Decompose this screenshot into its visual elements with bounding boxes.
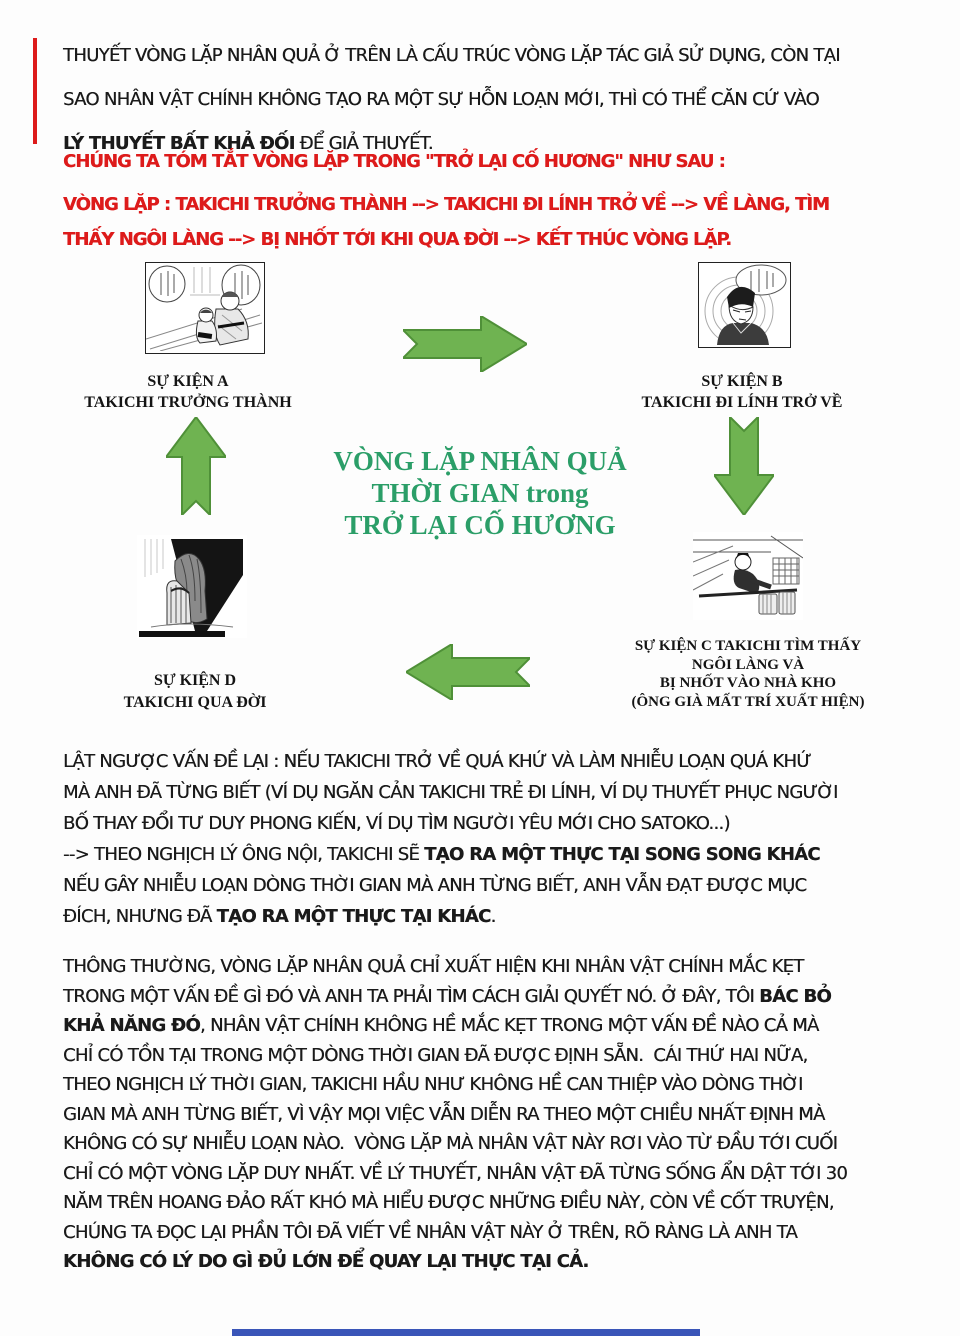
- event-c-line-4: (ÔNG GIÀ MẤT TRÍ XUẤT HIỆN): [631, 693, 865, 710]
- diagram-title-line-1: VÒNG LẶP NHÂN QUẢ: [333, 446, 627, 476]
- text-segment: CHÚNG TA TÓM TẮT VÒNG LẶP TRONG "TRỞ LẠI CỐ HƯƠNG" NHƯ SAU :: [63, 151, 725, 172]
- text-segment: TRONG MỘT VẤN ĐỀ GÌ ĐÓ VÀ ANH TA PHẢI TÌM CÁCH GIẢI QUYẾT NÓ. Ở ĐÂY, TÔI: [63, 985, 760, 1007]
- text-line: [63, 808, 838, 839]
- text-segment: LÝ THUYẾT BẤT KHẢ ĐỐI: [63, 133, 295, 154]
- diagram-title-line-3: TRỞ LẠI CỐ HƯƠNG: [344, 510, 616, 540]
- event-d-label: [65, 670, 325, 714]
- text-line: [63, 1070, 847, 1100]
- loop-summary: [63, 187, 829, 257]
- text-line: [63, 777, 838, 808]
- text-line: [63, 1129, 847, 1159]
- text-segment: NẾU GÂY NHIỄU LOẠN DÒNG THỜI GIAN MÀ ANH TỪNG BIẾT, ANH VẪN ĐẠT ĐƯỢC MỤC: [63, 875, 807, 896]
- text-line: [63, 901, 838, 932]
- text-segment: .: [490, 906, 496, 927]
- manga-panel-event-b: [698, 262, 791, 348]
- event-b-line-1: SỰ KIỆN B: [701, 373, 783, 390]
- text-line: [63, 222, 829, 257]
- event-a-label: [58, 371, 318, 413]
- text-segment: THẤY NGÔI LÀNG --> BỊ NHỐT TỚI KHI QUA ĐỜI --> KẾT THÚC VÒNG LẶP.: [63, 229, 732, 250]
- text-line: [63, 839, 838, 870]
- text-segment: ĐỂ GIẢ THUYẾT.: [294, 133, 433, 154]
- arrow-up-icon: [166, 417, 226, 515]
- text-segment: SAO NHÂN VẬT CHÍNH KHÔNG TẠO RA MỘT SỰ HỖN LOẠN MỚI, THÌ CÓ THỂ CĂN CỨ VÀO: [63, 89, 819, 110]
- event-c-line-2: NGÔI LÀNG VÀ: [691, 656, 805, 673]
- event-b-line-2: TAKICHI ĐI LÍNH TRỞ VỀ: [641, 394, 843, 411]
- text-line: [63, 144, 725, 179]
- arrow-right-icon: [403, 316, 527, 372]
- text-segment: CHỈ CÓ TỒN TẠI TRONG MỘT DÒNG THỜI GIAN ĐÃ ĐƯỢC ĐỊNH SẴN. CÁI THỨ HAI NỮA,: [63, 1044, 808, 1066]
- text-line: [63, 34, 840, 78]
- text-line: [63, 1188, 847, 1218]
- manga-panel-event-d: [137, 535, 247, 638]
- manga-panel-b-art: [699, 263, 788, 345]
- reversal-paragraph: [63, 746, 838, 932]
- event-c-line-1: SỰ KIỆN C TAKICHI TÌM THẤY: [634, 638, 862, 654]
- text-line: [63, 1218, 847, 1248]
- text-line: [63, 870, 838, 901]
- text-line: [63, 1041, 847, 1071]
- manga-panel-d-art: [137, 535, 247, 638]
- text-line: [63, 1011, 847, 1041]
- event-a-line-1: SỰ KIỆN A: [147, 373, 229, 390]
- text-segment: CHỈ CÓ MỘT VÒNG LẶP DUY NHẤT. VỀ LÝ THUYẾT, NHÂN VẬT ĐÃ TỪNG SỐNG ẨN DẬT TỚI 30: [63, 1162, 848, 1184]
- red-margin-tick: [33, 38, 37, 144]
- diagram-title-line-2: THỜI GIAN trong: [371, 478, 589, 508]
- text-segment: ĐÍCH, NHƯNG ĐÃ: [63, 906, 217, 927]
- text-line: [63, 982, 847, 1012]
- text-segment: --> THEO NGHỊCH LÝ ÔNG NỘI, TAKICHI SẼ: [63, 844, 425, 865]
- event-b-label: [612, 371, 872, 413]
- manga-panel-c-art: [693, 532, 803, 620]
- text-segment: THUYẾT VÒNG LẶP NHÂN QUẢ Ở TRÊN LÀ CẤU TRÚC VÒNG LẶP TÁC GIẢ SỬ DỤNG, CÒN TẠI: [63, 45, 840, 66]
- text-line: [63, 187, 829, 222]
- text-segment: KHÔNG CÓ SỰ NHIỄU LOẠN NÀO. VÒNG LẶP MÀ NHÂN VẬT NÀY RƠI VÀO TỪ ĐẦU TỚI CUỐI: [63, 1133, 838, 1154]
- text-segment: LẬT NGƯỢC VẤN ĐỀ LẠI : NẾU TAKICHI TRỞ VỀ QUÁ KHỨ VÀ LÀM NHIỄU LOẠN QUÁ KHỨ: [63, 751, 811, 772]
- event-c-line-3: BỊ NHỐT VÀO NHÀ KHO: [659, 675, 837, 691]
- event-c-label: [618, 637, 878, 711]
- text-segment: TẠO RA MỘT THỰC TẠI SONG SONG KHÁC: [424, 844, 820, 865]
- text-segment: THEO NGHỊCH LÝ THỜI GIAN, TAKICHI HẦU NHƯ KHÔNG HỀ CAN THIỆP VÀO DÒNG THỜI: [63, 1074, 803, 1095]
- text-line: [63, 952, 847, 982]
- manga-panel-a-art: [146, 263, 262, 351]
- bottom-blue-bar: [232, 1329, 700, 1336]
- text-segment: CHÚNG TA ĐỌC LẠI PHẦN TÔI ĐÃ VIẾT VỀ NHÂN VẬT NÀY Ở TRÊN, RÕ RÀNG LÀ ANH TA: [63, 1221, 798, 1243]
- text-segment: KHẢ NĂNG ĐÓ: [63, 1015, 200, 1036]
- text-segment: NĂM TRÊN HOANG ĐẢO RẤT KHÓ MÀ HIỂU ĐƯỢC NHỮNG ĐIỀU NÀY, CÒN VỀ CỐT TRUYỆN,: [63, 1192, 834, 1213]
- summary-heading: [63, 144, 725, 179]
- arrow-down-icon: [714, 417, 774, 515]
- text-segment: VÒNG LẶP : TAKICHI TRƯỞNG THÀNH --> TAKICHI ĐI LÍNH TRỞ VỀ --> VỀ LÀNG, TÌM: [63, 194, 829, 215]
- text-line: [63, 1159, 847, 1189]
- text-segment: KHÔNG CÓ LÝ DO GÌ ĐỦ LỚN ĐỂ QUAY LẠI THỰC TẠI CẢ.: [63, 1251, 589, 1272]
- text-segment: THÔNG THƯỜNG, VÒNG LẶP NHÂN QUẢ CHỈ XUẤT HIỆN KHI NHÂN VẬT CHÍNH MẮC KẸT: [63, 956, 804, 977]
- text-segment: GIAN MÀ ANH TỪNG BIẾT, VÌ VẬY MỌI VIỆC VẪN DIỄN RA THEO MỘT CHIỀU NHẤT ĐỊNH MÀ: [63, 1103, 825, 1125]
- text-segment: BÁC BỎ: [759, 985, 832, 1007]
- diagram-title: [290, 445, 670, 541]
- arrow-left-icon: [406, 644, 530, 700]
- text-segment: BỐ THAY ĐỔI TƯ DUY PHONG KIẾN, VÍ DỤ TÌM NGƯỜI YÊU MỚI CHO SATOKO...): [63, 813, 730, 834]
- event-d-line-1: SỰ KIỆN D: [153, 672, 237, 689]
- manga-panel-event-a: [145, 262, 265, 354]
- manga-panel-event-c: [693, 532, 803, 620]
- text-line: [63, 746, 838, 777]
- text-line: [63, 78, 840, 122]
- event-d-line-2: TAKICHI QUA ĐỜI: [123, 694, 267, 711]
- analysis-paragraph: [63, 952, 847, 1277]
- text-line: [63, 1247, 847, 1277]
- text-segment: TẠO RA MỘT THỰC TẠI KHÁC: [216, 906, 491, 927]
- event-a-line-2: TAKICHI TRƯỞNG THÀNH: [84, 394, 292, 411]
- text-line: [63, 1100, 847, 1130]
- text-segment: MÀ ANH ĐÃ TỪNG BIẾT (VÍ DỤ NGĂN CẢN TAKICHI TRẺ ĐI LÍNH, VÍ DỤ THUYẾT PHỤC NGƯỜI: [63, 782, 838, 803]
- text-segment: , NHÂN VẬT CHÍNH KHÔNG HỀ MẮC KẸT TRONG MỘT VẤN ĐỀ NÀO CẢ MÀ: [200, 1015, 819, 1036]
